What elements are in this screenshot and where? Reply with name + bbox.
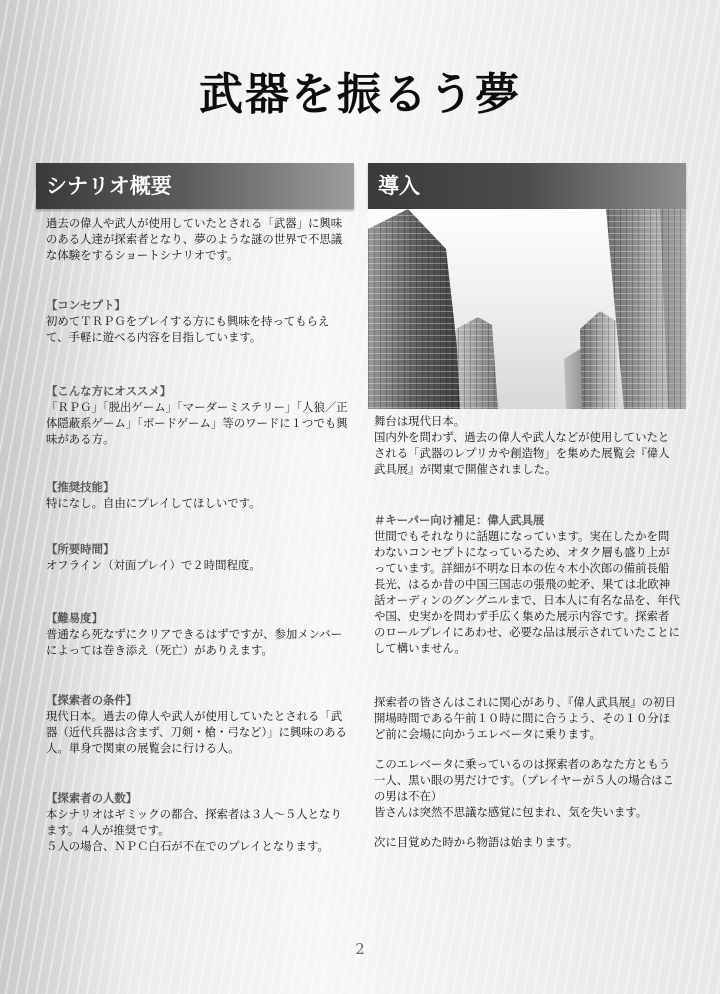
introduction-body xyxy=(368,409,680,850)
intro-passengers: このエレベータに乗っているのは探索者のあなた方ともう一人、黒い眼の男だけです。（プレイヤーが５人の場合はこの男は不在） xyxy=(374,757,674,803)
overview-header: シナリオ概要 xyxy=(36,163,354,209)
recommended-heading: 【こんな方にオススメ】 xyxy=(46,384,172,398)
duration-heading: 【所要時間】 xyxy=(46,542,115,556)
intro-exhibition: 国内外を問わず、過去の偉人や武人などが使用していたとされる「武器のレプリカや創造物」を集めた展覧会『偉人武具展』が関東で開催されました。 xyxy=(374,430,670,476)
recommended-text: 「ＲＰＧ」「脱出ゲーム」「マーダーミステリー」「人狼／正体隠蔽系ゲーム」「ボードゲーム」等のワードに１つでも興味がある方。 xyxy=(46,400,348,446)
intro-elevator: 探索者の皆さんはこれに関心があり、『偉人武具展』の初日開場時間である午前１０時に間に合うよう、その１０分ほど前に会場に向かうエレベータに乗ります。 xyxy=(374,695,676,741)
difficulty-text: 普通なら死なずにクリアできるはずですが、参加メンバーによっては巻き添え（死亡）がありえます。 xyxy=(46,627,343,657)
overview-column xyxy=(36,163,354,854)
keeper-note-heading: ＃キーパー向け補足：偉人武具展 xyxy=(374,513,545,527)
introduction-column xyxy=(368,163,686,850)
skills-text: 特になし。自由にプレイしてほしいです。 xyxy=(46,496,261,510)
intro-faint: 皆さんは突然不思議な感覚に包まれ、気を失います。 xyxy=(374,805,648,819)
page-number: 2 xyxy=(355,940,365,958)
concept-text: 初めてＴＲＰＧをプレイする方にも興味を持ってもらえて、手軽に遊べる内容を目指しています。 xyxy=(46,314,330,344)
introduction-header: 導入 xyxy=(368,163,686,209)
investigator-conditions-text: 現代日本。過去の偉人や武人が使用していたとされる「武器（近代兵器は含まず、刀剣・槍・弓など）」に興味のある人。単身で関東の展覧会に行ける人。 xyxy=(46,709,347,755)
keeper-note-text: 世間でもそれなりに話題になっています。実在したかを問わないコンセプトになっているため、オタク層も盛り上がっています。詳細が不明な日本の佐々木小次郎の備前長船長光、はるか昔の中国三国志の張飛の蛇矛、果ては北欧神話オーディンのグングニルまで、日本人に有名な品を、年代や国、史実かを問わず手広く集めた展示内容です。探索者のロールプレイにあわせ、必要な品は展示されていたことにして構いません。 xyxy=(374,529,680,655)
difficulty-heading: 【難易度】 xyxy=(46,611,103,625)
investigator-count-text: 本シナリオはギミックの都合、探索者は３人～５人となります。４人が推奨です。 xyxy=(46,807,342,837)
intro-start: 次に目覚めた時から物語は始まります。 xyxy=(374,835,579,849)
overview-intro: 過去の偉人や武人が使用していたとされる「武器」に興味のある人達が探索者となり、夢のような謎の世界で不思議な体験をするショートシナリオです。 xyxy=(46,216,343,262)
concept-heading: 【コンセプト】 xyxy=(46,298,126,312)
skyscraper-illustration xyxy=(368,209,686,409)
investigator-count-note: ５人の場合、ＮＰＣ白石が不在でのプレイとなります。 xyxy=(46,839,329,853)
page-title: 武器を振るう夢 xyxy=(199,69,521,120)
skyscraper-photo xyxy=(368,209,686,409)
intro-setting: 舞台は現代日本。 xyxy=(374,414,466,428)
duration-text: オフライン（対面プレイ）で２時間程度。 xyxy=(46,558,261,572)
investigator-conditions-heading: 【探索者の条件】 xyxy=(46,693,138,707)
overview-body xyxy=(36,209,350,854)
skills-heading: 【推奨技能】 xyxy=(46,480,115,494)
investigator-count-heading: 【探索者の人数】 xyxy=(46,791,138,805)
